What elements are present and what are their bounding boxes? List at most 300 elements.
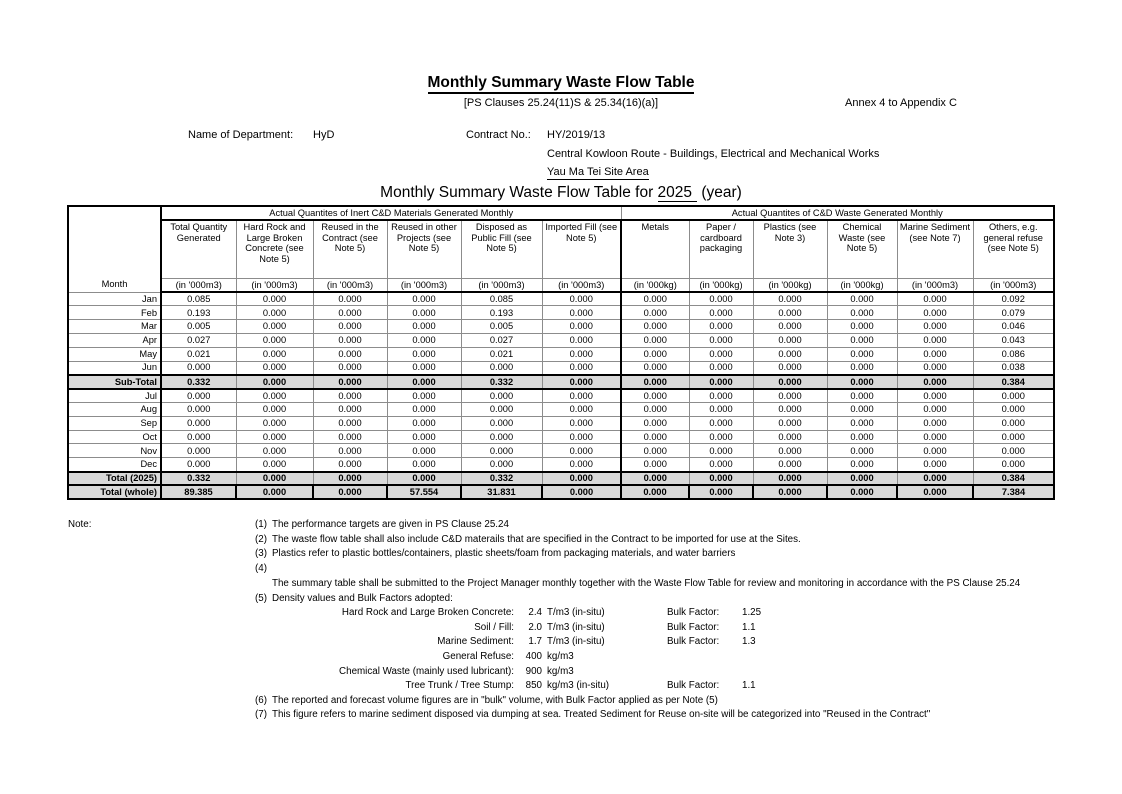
density-item (255, 650, 1078, 665)
data-cell: 0.000 (621, 485, 689, 499)
data-cell: 0.000 (621, 472, 689, 486)
table-title-prefix: Monthly Summary Waste Flow Table for (380, 184, 658, 201)
data-cell: 0.000 (621, 430, 689, 444)
note-text: This figure refers to marine sediment disposed via dumping at sea. Treated Sediment for Reuse on-site will be categorized into "Reused in the Contract" (272, 709, 931, 721)
table-row (68, 403, 1054, 417)
data-cell: 0.000 (897, 375, 973, 389)
table-row (68, 444, 1054, 458)
density-label: Soil / Fill: (474, 621, 514, 633)
bulk-factor-value: 1.1 (742, 621, 756, 633)
column-unit: (in '000kg) (827, 278, 897, 292)
contract-number-label: Contract No.: (466, 129, 531, 141)
waste-flow-table (67, 205, 1055, 500)
density-item (255, 606, 1078, 621)
row-label: Sub-Total (68, 375, 161, 389)
data-cell: 0.000 (689, 375, 753, 389)
note-item (255, 547, 1078, 562)
bulk-factor-label: Bulk Factor: (667, 680, 720, 692)
data-cell: 0.000 (897, 472, 973, 486)
data-cell: 0.043 (973, 334, 1054, 348)
bulk-factor-label (667, 665, 742, 680)
bulk-factor-value: 1.25 (742, 607, 762, 619)
density-value: 2.0 (528, 621, 542, 633)
density-label: Hard Rock and Large Broken Concrete: (341, 607, 514, 619)
note-number: (2) (255, 533, 267, 545)
row-label: Aug (68, 403, 161, 417)
data-cell: 0.000 (973, 444, 1054, 458)
notes-section (68, 518, 1078, 723)
data-cell: 0.000 (897, 430, 973, 444)
contract-number-value: HY/2019/13 (547, 129, 606, 141)
data-cell: 0.000 (236, 334, 313, 348)
data-cell: 0.000 (387, 347, 461, 361)
data-cell: 0.000 (236, 361, 313, 375)
column-header: Metals (621, 220, 689, 278)
density-value: 850 (525, 680, 542, 692)
row-label: Oct (68, 430, 161, 444)
data-cell: 0.000 (161, 403, 236, 417)
data-cell: 0.000 (689, 306, 753, 320)
table-title-year: 2025 (658, 184, 697, 202)
table-row (68, 334, 1054, 348)
data-cell: 0.000 (313, 389, 387, 403)
data-cell: 0.000 (542, 472, 621, 486)
data-cell: 0.000 (542, 306, 621, 320)
density-unit: kg/m3 (547, 665, 574, 677)
data-cell: 0.000 (387, 292, 461, 306)
data-cell: 0.000 (387, 416, 461, 430)
column-unit: (in '000kg) (689, 278, 753, 292)
table-row (68, 375, 1054, 389)
data-cell: 0.000 (827, 389, 897, 403)
note-item (255, 562, 1078, 577)
data-cell: 0.000 (753, 347, 827, 361)
data-cell: 0.000 (161, 458, 236, 472)
data-cell: 89.385 (161, 485, 236, 499)
data-cell: 0.000 (753, 472, 827, 486)
data-cell: 0.000 (753, 306, 827, 320)
data-cell: 0.000 (542, 334, 621, 348)
note-number: (6) (255, 694, 267, 706)
data-cell: 0.000 (689, 416, 753, 430)
data-cell: 0.332 (161, 375, 236, 389)
column-header: Reused in the Contract (see Note 5) (313, 220, 387, 278)
density-unit: kg/m3 (547, 651, 574, 662)
waste-flow-table-container (67, 205, 1055, 500)
data-cell: 0.000 (236, 375, 313, 389)
data-cell: 0.000 (387, 361, 461, 375)
data-cell: 0.332 (161, 472, 236, 486)
group-header-2: Actual Quantites of C&D Waste Generated Monthly (621, 206, 1054, 220)
density-value: 2.4 (528, 607, 542, 619)
site-area: Yau Ma Tei Site Area (547, 166, 649, 178)
note-number: (3) (255, 548, 267, 560)
column-unit: (in '000m3) (897, 278, 973, 292)
data-cell: 0.384 (973, 472, 1054, 486)
density-unit: kg/m3 (in-situ) (547, 680, 610, 692)
data-cell: 0.000 (897, 306, 973, 320)
data-cell: 0.000 (313, 306, 387, 320)
data-cell: 0.038 (973, 361, 1054, 375)
data-cell: 0.027 (461, 334, 542, 348)
data-cell: 0.000 (689, 472, 753, 486)
data-cell: 0.000 (313, 347, 387, 361)
column-header: Total Quantity Generated (161, 220, 236, 278)
note-number: (5) (255, 592, 267, 604)
data-cell: 0.000 (387, 430, 461, 444)
column-header: Chemical Waste (see Note 5) (827, 220, 897, 278)
data-cell: 0.000 (753, 361, 827, 375)
table-row (68, 361, 1054, 375)
data-cell: 0.027 (161, 334, 236, 348)
data-cell: 0.000 (973, 416, 1054, 430)
data-cell: 0.000 (236, 389, 313, 403)
data-cell: 0.193 (161, 306, 236, 320)
data-cell: 0.000 (542, 292, 621, 306)
column-header: Plastics (see Note 3) (753, 220, 827, 278)
column-unit: (in '000kg) (621, 278, 689, 292)
department-value: HyD (313, 129, 335, 141)
data-cell: 0.086 (973, 347, 1054, 361)
data-cell: 0.000 (753, 389, 827, 403)
data-cell: 0.000 (827, 458, 897, 472)
data-cell: 0.332 (461, 375, 542, 389)
data-cell: 0.000 (897, 389, 973, 403)
data-cell: 0.000 (753, 430, 827, 444)
column-unit: (in '000m3) (973, 278, 1054, 292)
density-value: 1.7 (528, 636, 542, 648)
table-row (68, 485, 1054, 499)
table-row (68, 458, 1054, 472)
data-cell: 0.000 (621, 320, 689, 334)
density-item (255, 635, 1078, 650)
data-cell: 0.000 (236, 306, 313, 320)
data-cell: 57.554 (387, 485, 461, 499)
data-cell: 0.000 (689, 485, 753, 499)
table-row (68, 320, 1054, 334)
data-cell: 0.000 (621, 458, 689, 472)
table-row (68, 292, 1054, 306)
data-cell: 0.000 (689, 347, 753, 361)
data-cell: 0.000 (827, 375, 897, 389)
data-cell: 0.000 (689, 389, 753, 403)
table-row (68, 306, 1054, 320)
table-row (68, 416, 1054, 430)
row-label: Feb (68, 306, 161, 320)
data-cell: 0.000 (387, 472, 461, 486)
data-cell: 0.000 (621, 403, 689, 417)
data-cell: 0.332 (461, 472, 542, 486)
data-cell: 0.000 (461, 458, 542, 472)
data-cell: 0.000 (236, 430, 313, 444)
data-cell: 0.000 (387, 306, 461, 320)
data-cell: 0.000 (689, 334, 753, 348)
data-cell: 0.000 (689, 320, 753, 334)
column-header: Imported Fill (see Note 5) (542, 220, 621, 278)
data-cell: 0.005 (461, 320, 542, 334)
data-cell: 0.000 (689, 292, 753, 306)
data-cell: 0.000 (689, 361, 753, 375)
note-number: (7) (255, 709, 267, 721)
data-cell: 31.831 (461, 485, 542, 499)
density-label: Tree Trunk / Tree Stump: (405, 680, 514, 692)
data-cell: 0.000 (313, 416, 387, 430)
data-cell: 0.000 (387, 458, 461, 472)
data-cell: 0.000 (621, 361, 689, 375)
note-text: Plastics refer to plastic bottles/containers, plastic sheets/foam from packaging materials, and water barriers (272, 548, 736, 560)
data-cell: 0.000 (753, 416, 827, 430)
data-cell: 0.000 (387, 375, 461, 389)
data-cell: 0.000 (827, 430, 897, 444)
table-title-suffix: (year) (701, 184, 742, 201)
data-cell: 0.000 (827, 347, 897, 361)
data-cell: 0.000 (313, 444, 387, 458)
table-row (68, 472, 1054, 486)
data-cell: 0.021 (161, 347, 236, 361)
data-cell: 0.000 (621, 347, 689, 361)
note-item (255, 577, 1078, 592)
data-cell: 0.000 (542, 320, 621, 334)
data-cell: 0.000 (621, 389, 689, 403)
data-cell: 0.000 (313, 361, 387, 375)
column-unit: (in '000m3) (236, 278, 313, 292)
column-unit: (in '000kg) (753, 278, 827, 292)
data-cell: 0.000 (897, 347, 973, 361)
data-cell: 0.000 (236, 416, 313, 430)
data-cell: 0.000 (973, 403, 1054, 417)
data-cell: 0.000 (542, 458, 621, 472)
data-cell: 0.000 (461, 444, 542, 458)
column-unit: (in '000m3) (461, 278, 542, 292)
note-item (255, 533, 1078, 548)
data-cell: 0.000 (313, 320, 387, 334)
data-cell: 0.000 (542, 403, 621, 417)
note-number (255, 577, 272, 592)
note-number: (4) (255, 563, 267, 575)
column-unit: (in '000m3) (387, 278, 461, 292)
data-cell: 0.000 (753, 375, 827, 389)
data-cell: 0.000 (236, 485, 313, 499)
bulk-factor-label (667, 650, 742, 665)
row-label: Dec (68, 458, 161, 472)
bulk-factor-value: 1.1 (742, 680, 756, 692)
notes-label: Note: (68, 519, 92, 530)
data-cell: 0.384 (973, 375, 1054, 389)
data-cell: 0.000 (313, 458, 387, 472)
department-label: Name of Department: (188, 129, 294, 141)
data-cell: 0.046 (973, 320, 1054, 334)
data-cell: 0.000 (542, 444, 621, 458)
data-cell: 0.000 (236, 292, 313, 306)
note-text: The waste flow table shall also include C&D materails that are specified in the Contract to be imported for use at the Sites. (272, 533, 801, 545)
data-cell: 0.000 (236, 320, 313, 334)
data-cell: 0.000 (621, 444, 689, 458)
column-header: Marine Sediment (see Note 7) (897, 220, 973, 278)
project-name: Central Kowloon Route - Buildings, Electrical and Mechanical Works (547, 148, 880, 160)
density-value: 400 (525, 651, 542, 662)
data-cell: 0.000 (236, 347, 313, 361)
table-title (0, 184, 1122, 202)
bulk-factor-label: Bulk Factor: (667, 621, 720, 633)
data-cell: 0.000 (161, 430, 236, 444)
row-label: Jan (68, 292, 161, 306)
data-cell: 0.000 (542, 416, 621, 430)
data-cell: 0.000 (542, 375, 621, 389)
data-cell: 0.000 (897, 416, 973, 430)
density-label: Chemical Waste (mainly used lubricant): (339, 665, 514, 677)
data-cell: 0.000 (161, 416, 236, 430)
data-cell: 0.000 (387, 389, 461, 403)
data-cell: 0.000 (753, 458, 827, 472)
data-cell: 0.000 (313, 403, 387, 417)
data-cell: 0.000 (973, 430, 1054, 444)
data-cell: 0.000 (689, 458, 753, 472)
data-cell: 0.000 (461, 430, 542, 444)
density-unit: T/m3 (in-situ) (547, 636, 605, 648)
density-item (255, 621, 1078, 636)
data-cell: 0.000 (689, 430, 753, 444)
data-cell: 0.000 (897, 292, 973, 306)
data-cell: 0.000 (542, 361, 621, 375)
data-cell: 0.000 (827, 306, 897, 320)
data-cell: 0.079 (973, 306, 1054, 320)
month-column-header: Month (68, 206, 161, 292)
data-cell: 0.000 (161, 444, 236, 458)
column-unit: (in '000m3) (161, 278, 236, 292)
data-cell: 0.000 (973, 389, 1054, 403)
data-cell: 0.000 (313, 375, 387, 389)
note-text: The reported and forecast volume figures are in "bulk" volume, with Bulk Factor applied as per Note (5) (272, 694, 718, 706)
data-cell: 0.000 (461, 389, 542, 403)
data-cell: 7.384 (973, 485, 1054, 499)
row-label: Jun (68, 361, 161, 375)
data-cell: 0.000 (827, 416, 897, 430)
data-cell: 0.000 (827, 485, 897, 499)
ps-clauses-reference: [PS Clauses 25.24(11)S & 25.34(16)(a)] (463, 97, 659, 109)
data-cell: 0.085 (161, 292, 236, 306)
data-cell: 0.000 (897, 361, 973, 375)
data-cell: 0.000 (236, 458, 313, 472)
data-cell: 0.000 (827, 444, 897, 458)
data-cell: 0.000 (542, 485, 621, 499)
data-cell: 0.000 (236, 472, 313, 486)
data-cell: 0.000 (236, 403, 313, 417)
note-text (272, 562, 1078, 577)
row-label: Mar (68, 320, 161, 334)
data-cell: 0.085 (461, 292, 542, 306)
bulk-factor-label: Bulk Factor: (667, 607, 720, 619)
data-cell: 0.000 (753, 403, 827, 417)
row-label: May (68, 347, 161, 361)
data-cell: 0.000 (827, 292, 897, 306)
data-cell: 0.000 (827, 334, 897, 348)
data-cell: 0.000 (753, 444, 827, 458)
column-header: Hard Rock and Large Broken Concrete (see Note 5) (236, 220, 313, 278)
data-cell: 0.000 (236, 444, 313, 458)
data-cell: 0.193 (461, 306, 542, 320)
data-cell: 0.000 (161, 389, 236, 403)
note-item (255, 518, 1078, 533)
data-cell: 0.000 (313, 485, 387, 499)
data-cell: 0.000 (161, 361, 236, 375)
data-cell: 0.000 (897, 485, 973, 499)
note-item (255, 708, 1078, 723)
row-label: Sep (68, 416, 161, 430)
data-cell: 0.000 (313, 334, 387, 348)
row-label: Nov (68, 444, 161, 458)
table-row (68, 347, 1054, 361)
density-item (255, 665, 1078, 680)
column-unit: (in '000m3) (542, 278, 621, 292)
density-item (255, 679, 1078, 694)
data-cell: 0.000 (313, 472, 387, 486)
row-label: Total (2025) (68, 472, 161, 486)
data-cell: 0.000 (621, 375, 689, 389)
note-item (255, 694, 1078, 709)
annex-label: Annex 4 to Appendix C (845, 97, 957, 109)
row-label: Jul (68, 389, 161, 403)
note-text: The performance targets are given in PS Clause 25.24 (272, 519, 509, 530)
data-cell: 0.000 (753, 485, 827, 499)
density-label: General Refuse: (442, 651, 514, 662)
note-item (255, 592, 1078, 607)
bulk-factor-value: 1.3 (742, 636, 756, 648)
group-header-1: Actual Quantites of Inert C&D Materials Generated Monthly (161, 206, 621, 220)
table-row (68, 430, 1054, 444)
data-cell: 0.000 (387, 444, 461, 458)
note-text: The summary table shall be submitted to the Project Manager monthly together with the Waste Flow Table for review and monitoring in accordance with the PS Clause 25.24 (272, 577, 1021, 589)
data-cell: 0.000 (689, 444, 753, 458)
data-cell: 0.000 (621, 306, 689, 320)
data-cell: 0.000 (827, 361, 897, 375)
data-cell: 0.000 (827, 472, 897, 486)
note-number: (1) (255, 519, 267, 530)
data-cell: 0.000 (753, 320, 827, 334)
data-cell: 0.000 (542, 430, 621, 444)
data-cell: 0.000 (621, 334, 689, 348)
column-unit: (in '000m3) (313, 278, 387, 292)
data-cell: 0.000 (387, 403, 461, 417)
data-cell: 0.000 (689, 403, 753, 417)
bulk-factor-label: Bulk Factor: (667, 636, 720, 648)
column-header: Reused in other Projects (see Note 5) (387, 220, 461, 278)
data-cell: 0.000 (827, 403, 897, 417)
density-value: 900 (525, 665, 542, 677)
data-cell: 0.000 (897, 403, 973, 417)
data-cell: 0.000 (897, 444, 973, 458)
data-cell: 0.092 (973, 292, 1054, 306)
data-cell: 0.000 (753, 334, 827, 348)
data-cell: 0.000 (897, 334, 973, 348)
row-label: Total (whole) (68, 485, 161, 499)
data-cell: 0.000 (461, 403, 542, 417)
data-cell: 0.000 (313, 292, 387, 306)
density-label: Marine Sediment: (437, 636, 514, 648)
page-title (0, 74, 1122, 92)
data-cell: 0.000 (621, 416, 689, 430)
data-cell: 0.000 (897, 458, 973, 472)
column-header: Others, e.g. general refuse (see Note 5) (973, 220, 1054, 278)
data-cell: 0.000 (387, 320, 461, 334)
data-cell: 0.021 (461, 347, 542, 361)
data-cell: 0.000 (542, 347, 621, 361)
data-cell: 0.000 (621, 292, 689, 306)
data-cell: 0.005 (161, 320, 236, 334)
column-header: Paper / cardboard packaging (689, 220, 753, 278)
column-header: Disposed as Public Fill (see Note 5) (461, 220, 542, 278)
page-title-text: Monthly Summary Waste Flow Table (428, 74, 695, 94)
data-cell: 0.000 (753, 292, 827, 306)
